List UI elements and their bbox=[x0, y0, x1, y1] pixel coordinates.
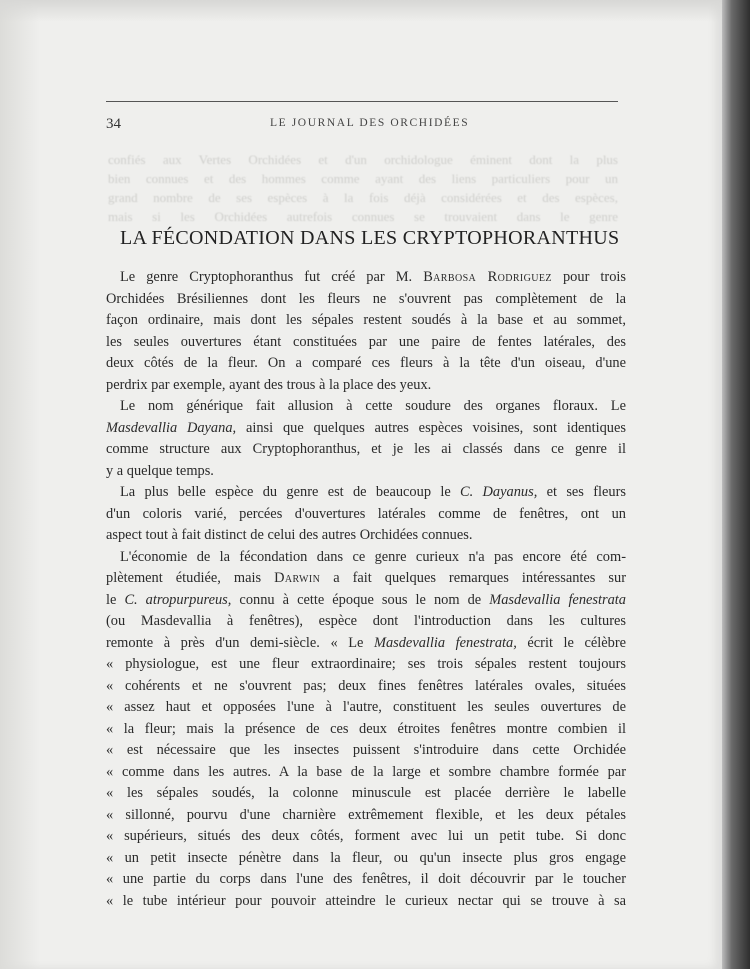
bleed-through-line: mais si les Orchidées autrefois connues se trouvaient dans le genre bbox=[108, 209, 618, 224]
text-span: (ou Masdevallia à fenêtres), espèce dont l'introduction dans les cultures bbox=[106, 613, 626, 629]
text-span: « supérieurs, situés des deux côtés, forment avec lui un petit tube. Si donc bbox=[106, 828, 626, 844]
italic-span: C. Dayanus, bbox=[460, 484, 538, 500]
bleed-through-line: bien connues et des hommes comme ayant des liens particuliers pour un bbox=[108, 171, 618, 186]
running-head: LE JOURNAL DES ORCHIDÉES bbox=[270, 117, 470, 129]
text-span: « est nécessaire que les insectes puissent s'introduire dans cette Orchidée bbox=[106, 742, 626, 758]
text-span: L'économie de la fécondation dans ce genre curieux n'a pas encore été com- bbox=[120, 548, 626, 565]
text-span: Orchidées Brésiliennes dont les fleurs ne s'ouvrent pas complètement de la bbox=[106, 290, 626, 307]
text-line bbox=[106, 783, 626, 805]
text-span: « un petit insecte pénètre dans la fleur, ou qu'un insecte plus gros engage bbox=[106, 849, 626, 866]
text-line bbox=[106, 654, 626, 676]
gutter-shadow bbox=[0, 0, 40, 969]
text-line bbox=[106, 547, 626, 569]
small-caps-span: Darwin bbox=[274, 570, 321, 586]
text-line bbox=[106, 461, 626, 483]
text-line bbox=[106, 504, 626, 526]
text-span: plètement étudiée, mais bbox=[106, 570, 275, 586]
text-line bbox=[106, 482, 626, 504]
text-span: ainsi que quelques autres espèces voisines, sont identiques bbox=[236, 419, 626, 436]
text-span: pour trois bbox=[551, 269, 626, 285]
text-span: remonte à près d'un demi-siècle. « Le bbox=[106, 634, 374, 651]
text-span: « assez haut et opposées l'une à l'autre, constituent les seules ouvertures de bbox=[106, 699, 626, 715]
bleed-through-text bbox=[108, 150, 618, 226]
text-span: « une partie du corps dans l'une des fenêtres, il doit découvrir par le toucher bbox=[106, 871, 626, 887]
text-span: les seules ouvertures étant constituées par une paire de fentes latérales, des bbox=[106, 333, 626, 350]
text-line bbox=[106, 568, 626, 590]
article-title: LA FÉCONDATION DANS LES CRYPTOPHORANTHUS bbox=[120, 227, 620, 249]
text-span: La plus belle espèce du genre est de beaucoup le bbox=[120, 484, 461, 500]
text-span: façon ordinaire, mais dont les sépales restent soudés à la base et au sommet, bbox=[106, 312, 626, 328]
text-line bbox=[106, 267, 626, 289]
text-span: deux côtés de la fleur. On a comparé ces fleurs à la tête d'un oiseau, d'une bbox=[106, 355, 626, 371]
italic-span: Masdevallia Dayana, bbox=[106, 419, 237, 436]
text-span: d'un coloris varié, percées d'ouvertures latérales comme de fenêtres, ont un bbox=[106, 505, 626, 522]
text-span: perdrix par exemple, ayant des trous à la place des yeux. bbox=[106, 376, 432, 393]
text-line bbox=[106, 525, 626, 547]
text-span: « comme dans les autres. A la base de la large et sombre chambre formée par bbox=[106, 763, 626, 780]
text-line bbox=[106, 439, 626, 461]
text-span: « la fleur; mais la présence de ces deux étroites fenêtres montre combien il bbox=[106, 720, 626, 737]
text-line bbox=[106, 697, 626, 719]
text-line bbox=[106, 418, 626, 440]
text-span: « les sépales soudés, la colonne minuscule est placée derrière le labelle bbox=[106, 785, 626, 801]
text-span: connu à cette époque sous le nom de bbox=[231, 591, 490, 608]
text-span: y a quelque temps. bbox=[106, 462, 214, 479]
text-line bbox=[106, 719, 626, 741]
text-line bbox=[106, 590, 626, 612]
text-line bbox=[106, 289, 626, 311]
text-line bbox=[106, 891, 626, 913]
bleed-through-line: confiés aux Vertes Orchidées et d'un orchidologue éminent dont la plus bbox=[108, 152, 618, 167]
text-line bbox=[106, 396, 626, 418]
scan-top-shadow bbox=[0, 0, 750, 22]
text-line bbox=[106, 633, 626, 655]
text-span: « physiologue, est une fleur extraordinaire; ses trois sépales restent toujours bbox=[106, 656, 626, 672]
scanner-edge bbox=[722, 0, 750, 969]
text-line bbox=[106, 869, 626, 891]
text-line bbox=[106, 740, 626, 762]
bleed-through-line: grand nombre de ses espèces à la fois déjà considérées et des espèces, bbox=[108, 190, 618, 205]
text-span: aspect tout à fait distinct de celui des autres Orchidées connues. bbox=[106, 527, 473, 543]
page-number: 34 bbox=[106, 116, 121, 132]
article-body bbox=[106, 267, 626, 912]
text-span: Le nom générique fait allusion à cette soudure des organes floraux. Le bbox=[120, 398, 626, 414]
small-caps-span: Barbosa Rodriguez bbox=[423, 269, 552, 285]
text-span: « cohérents et ne s'ouvrent pas; deux fines fenêtres latérales ovales, situées bbox=[106, 677, 626, 694]
text-line bbox=[106, 611, 626, 633]
text-span: et ses fleurs bbox=[537, 484, 626, 500]
text-line bbox=[106, 310, 626, 332]
text-span: le bbox=[106, 591, 125, 608]
text-span: a fait quelques remarques intéressantes sur bbox=[320, 570, 626, 586]
text-line bbox=[106, 805, 626, 827]
italic-span: C. atropurpureus, bbox=[124, 591, 232, 608]
text-line bbox=[106, 676, 626, 698]
italic-span: Masdevallia fenestrata bbox=[489, 591, 626, 608]
text-line bbox=[106, 848, 626, 870]
italic-span: Masdevallia fenestrata, bbox=[373, 634, 517, 651]
text-span: Le genre Cryptophoranthus fut créé par M. bbox=[120, 269, 424, 285]
text-span: « sillonné, pourvu d'une charnière extrêmement flexible, et les deux pétales bbox=[106, 806, 626, 823]
text-line bbox=[106, 762, 626, 784]
text-line bbox=[106, 375, 626, 397]
text-span: comme structure aux Cryptophoranthus, et je les ai classés dans ce genre il bbox=[106, 441, 626, 457]
text-line bbox=[106, 826, 626, 848]
text-line bbox=[106, 353, 626, 375]
header-rule bbox=[106, 101, 618, 102]
text-span: écrit le célèbre bbox=[516, 634, 626, 651]
text-line bbox=[106, 332, 626, 354]
text-span: « le tube intérieur pour pouvoir atteindre le curieux nectar qui se trouve à sa bbox=[106, 892, 626, 909]
